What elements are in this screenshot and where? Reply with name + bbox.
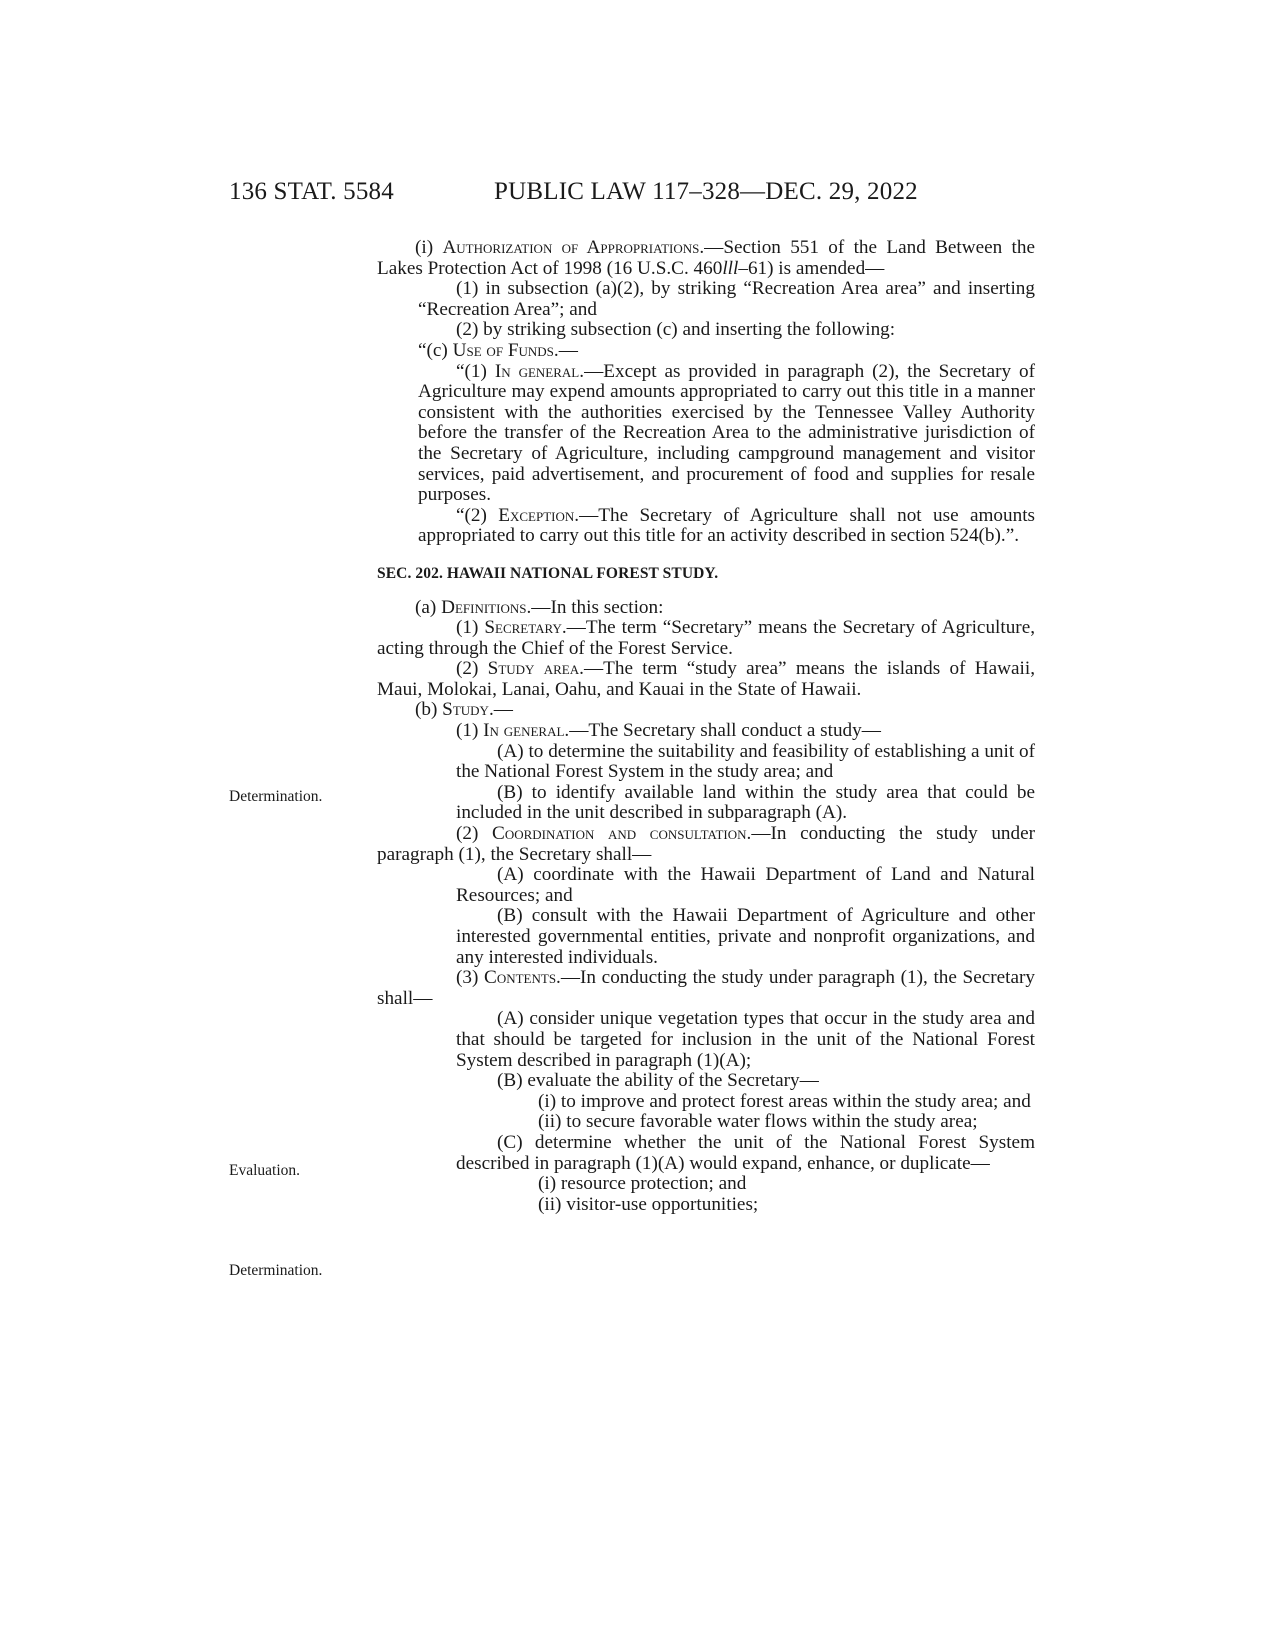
subparagraph-b-2-A: (A) coordinate with the Hawaii Department of Land and Natural Resources; and xyxy=(456,864,1035,906)
clause-b-3-B-i: (i) to improve and protect forest areas within the study area; and xyxy=(538,1090,1031,1112)
clause-b-3-B-ii: (ii) to secure favorable water flows within the study area; xyxy=(538,1111,978,1133)
clause-b-3-C-ii: (ii) visitor-use opportunities; xyxy=(538,1193,759,1215)
margin-note-evaluation: Evaluation. xyxy=(229,1162,301,1179)
paragraph-b-2-coordination: (2) Coordination and consultation.—In conducting the study under paragraph (1), the Secretary shall— xyxy=(377,823,1036,865)
paragraph-b-3-contents: (3) Contents.—In conducting the study under paragraph (1), the Secretary shall— xyxy=(377,967,1035,1009)
statute-page-reference: 136 STAT. 5584 xyxy=(229,178,394,205)
section-202-heading: SEC. 202. HAWAII NATIONAL FOREST STUDY. xyxy=(377,564,719,582)
margin-note-determination: Determination. xyxy=(229,788,323,805)
clause-b-3-C-i: (i) resource protection; and xyxy=(538,1173,747,1195)
inserted-subsection-c: “(c) Use of Funds.— xyxy=(418,339,578,361)
margin-note-determination-2: Determination. xyxy=(229,1262,323,1279)
public-law-header: PUBLIC LAW 117–328—DEC. 29, 2022 xyxy=(494,178,918,205)
subsection-b-study: (b) Study.— xyxy=(415,699,513,721)
inserted-c-2-exception: “(2) Exception.—The Secretary of Agriculture shall not use amounts appropriated to carry out this title for an activity described in section 524(b).”. xyxy=(418,504,1035,547)
paragraph-i-2: (2) by striking subsection (c) and inserting the following: xyxy=(456,319,896,341)
subparagraph-b-3-A: (A) consider unique vegetation types that occur in the study area and that should be targeted for inclusion in the unit of the National Forest System described in paragraph (1)(A); xyxy=(456,1008,1035,1071)
subparagraph-b-1-B: (B) to identify available land within the study area that could be included in the unit described in subparagraph (A). xyxy=(456,781,1035,824)
subsection-i-authorization: (i) Authorization of Appropriations.—Section 551 of the Land Between the Lakes Protection Act of 1998 (16 U.S.C. 460lll–61) is amended— xyxy=(377,237,1035,279)
paragraph-b-1-in-general: (1) In general.—The Secretary shall conduct a study— xyxy=(456,720,881,742)
subparagraph-b-3-C: (C) determine whether the unit of the National Forest System described in paragraph (1)(A) would expand, enhance, or duplicate— xyxy=(456,1131,1035,1174)
inserted-c-1-in-general: “(1) In general.—Except as provided in paragraph (2), the Secretary of Agriculture may expend amounts appropriated to carry out this title in a manner consistent with the authorities exercised by the Tennessee Valley Authority before the transfer of the Recreation Area to the administrative jurisdiction of the Secretary of Agriculture, including campground management and visitor services, paid advertisement, and procurement of food and supplies for resale purposes. xyxy=(418,360,1036,506)
definition-study-area: (2) Study area.—The term “study area” means the islands of Hawaii, Maui, Molokai, Lanai, Oahu, and Kauai in the State of Hawaii. xyxy=(377,658,1035,700)
document-body xyxy=(377,238,1035,1215)
definition-secretary: (1) Secretary.—The term “Secretary” means the Secretary of Agriculture, acting through the Chief of the Forest Service. xyxy=(377,617,1036,659)
subparagraph-b-1-A: (A) to determine the suitability and feasibility of establishing a unit of the National Forest System in the study area; and xyxy=(456,740,1035,783)
paragraph-i-1: (1) in subsection (a)(2), by striking “Recreation Area area” and inserting “Recreation Area”; and xyxy=(418,278,1035,320)
subsection-a-definitions: (a) Definitions.—In this section: xyxy=(415,596,664,618)
subparagraph-b-3-B: (B) evaluate the ability of the Secretary— xyxy=(497,1070,819,1092)
subparagraph-b-2-B: (B) consult with the Hawaii Department of Agriculture and other interested governmental entities, private and nonprofit organizations, and any interested individuals. xyxy=(456,905,1035,968)
